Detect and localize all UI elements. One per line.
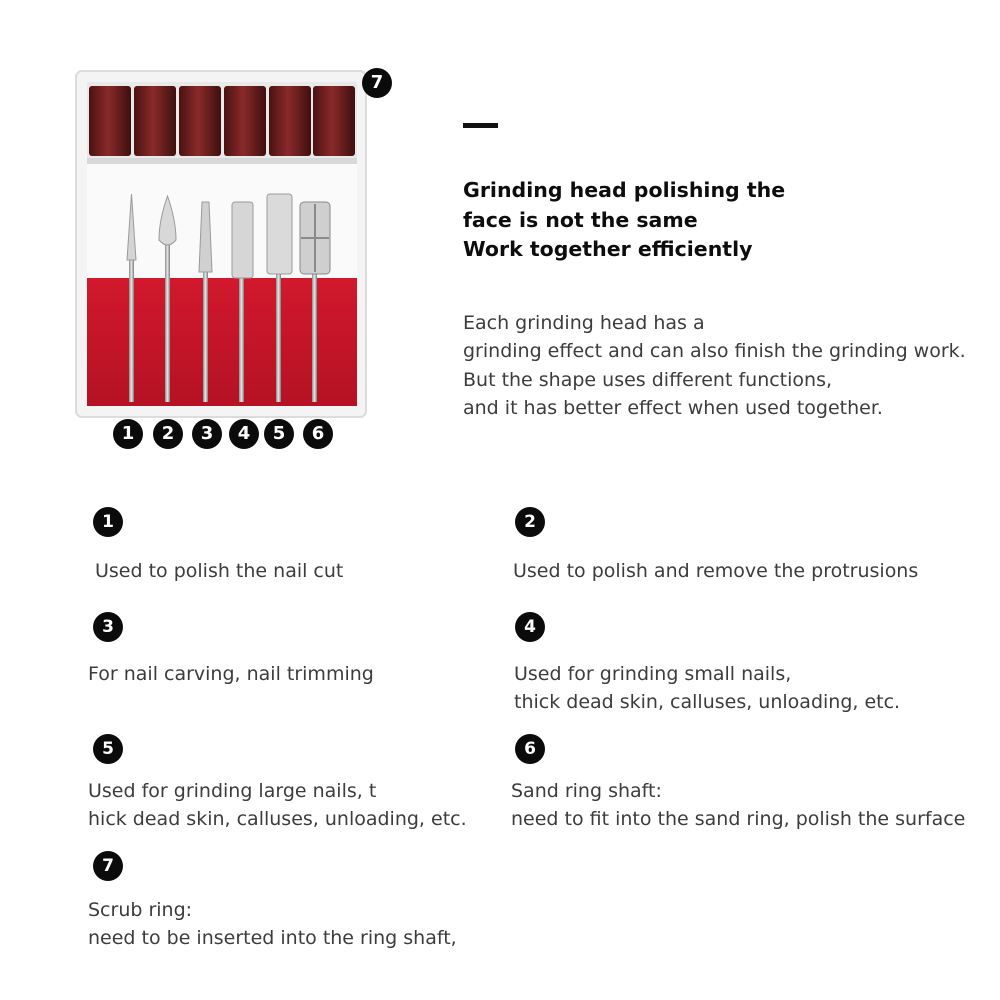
item-description-3 — [88, 661, 374, 689]
description-line: Each grinding head has a — [463, 312, 705, 334]
description — [463, 309, 983, 422]
nail-drill-bits-box — [75, 70, 367, 418]
item-badge-1: 1 — [93, 507, 123, 537]
item-description-4 — [514, 661, 900, 716]
item-description-6 — [511, 778, 965, 833]
item-badge-6: 6 — [515, 734, 545, 764]
item-line: Scrub ring: — [88, 899, 193, 921]
item-description-5 — [88, 778, 467, 833]
image-badge-7: 7 — [362, 68, 392, 98]
item-badge-7: 7 — [93, 851, 123, 881]
item-line: hick dead skin, calluses, unloading, etc. — [88, 807, 467, 830]
item-line: Sand ring shaft: — [511, 780, 662, 802]
item-description-7 — [88, 897, 457, 952]
item-description-2 — [513, 558, 918, 586]
image-badge-5: 5 — [264, 419, 294, 449]
description-line: grinding effect and can also finish the grinding work. — [463, 340, 966, 363]
image-badge-2: 2 — [153, 419, 183, 449]
item-badge-3: 3 — [93, 612, 123, 642]
item-badge-4: 4 — [515, 612, 545, 642]
product-image — [75, 70, 367, 418]
image-badge-1: 1 — [113, 419, 143, 449]
image-badge-4: 4 — [229, 419, 259, 449]
item-line: For nail carving, nail trimming — [88, 663, 374, 685]
item-line: Used for grinding small nails, — [514, 663, 792, 685]
item-line: Used to polish and remove the protrusions — [513, 560, 919, 582]
heading-accent-bar — [463, 123, 498, 128]
headline-line: Grinding head polishing the — [463, 178, 786, 202]
item-badge-2: 2 — [515, 507, 545, 537]
item-line: need to fit into the sand ring, polish the surface — [511, 807, 966, 830]
headline-line: face is not the same — [463, 207, 698, 232]
item-description-1 — [95, 558, 343, 586]
item-line: need to be inserted into the ring shaft, — [88, 926, 457, 949]
description-line: But the shape uses different functions, — [463, 368, 833, 391]
item-line: thick dead skin, calluses, unloading, etc. — [514, 690, 901, 713]
description-line: and it has better effect when used together. — [463, 396, 883, 419]
item-line: Used for grinding large nails, t — [88, 780, 377, 802]
image-badge-6: 6 — [303, 419, 333, 449]
item-line: Used to polish the nail cut — [95, 560, 344, 582]
item-badge-5: 5 — [93, 734, 123, 764]
headline — [463, 176, 883, 265]
headline-line: Work together efficiently — [463, 237, 753, 261]
image-badge-3: 3 — [192, 419, 222, 449]
